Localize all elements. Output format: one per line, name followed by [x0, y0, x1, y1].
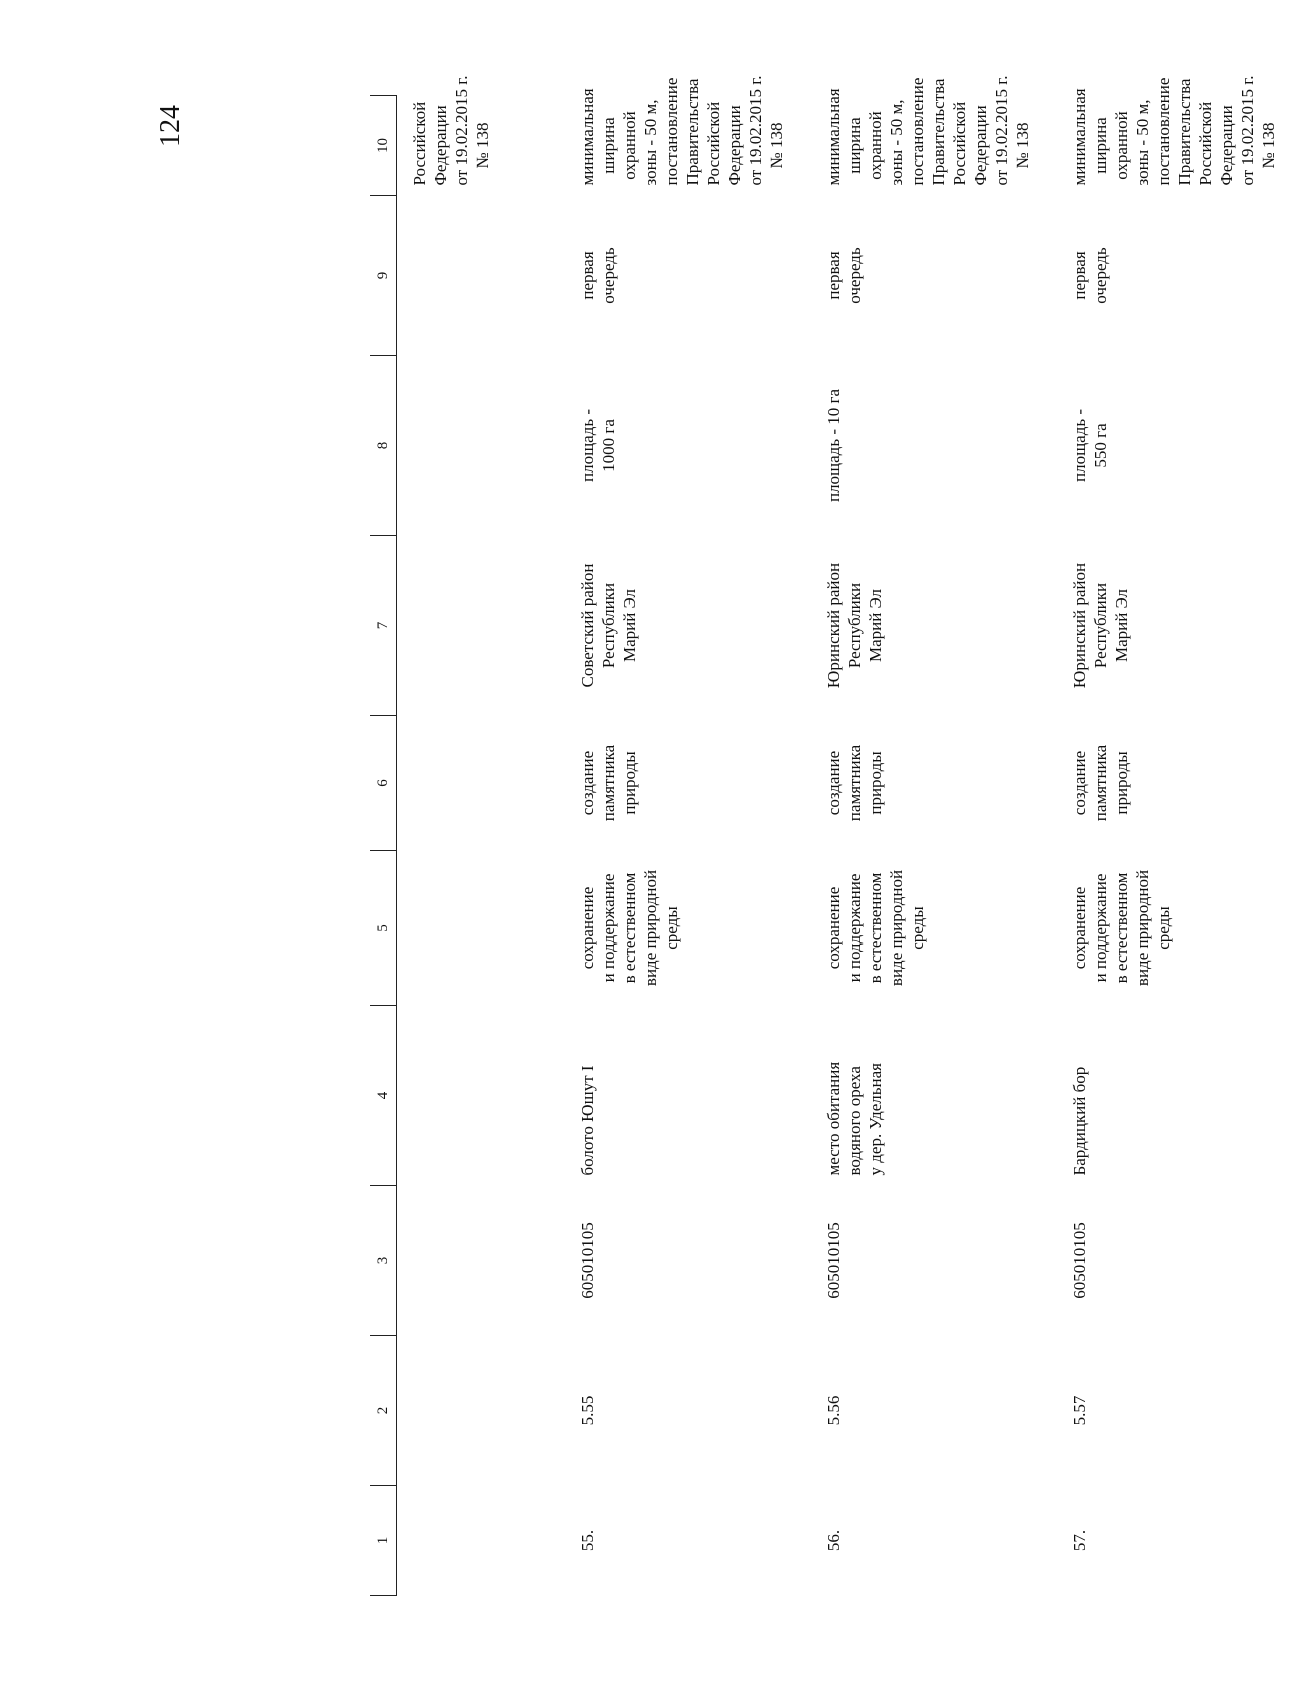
area-cell-line: 550 га: [1091, 423, 1110, 468]
column-number: 5: [370, 851, 397, 1006]
action-cell-line: природы: [1112, 751, 1131, 815]
area-cell: [1057, 356, 1303, 536]
action-cell: [565, 716, 811, 851]
purpose-cell-line: сохранение: [578, 886, 597, 970]
note-cell-line: постановление: [908, 77, 927, 186]
queue-cell: [1057, 196, 1303, 356]
note-cell-line: Российской: [410, 101, 429, 186]
location-cell-line: Марий Эл: [866, 588, 885, 663]
action-cell-line: природы: [620, 751, 639, 815]
rotated-table-wrapper: [370, 75, 1278, 1596]
note-cell-line: постановление: [662, 77, 681, 186]
queue-cell-line: первая: [1070, 251, 1089, 300]
column-number: 1: [370, 1486, 397, 1596]
column-number: 10: [370, 96, 397, 196]
note-cell-line: Федерации: [1217, 105, 1236, 186]
location-cell-line: Юринский район: [824, 562, 843, 689]
purpose-cell-line: виде природной: [641, 869, 660, 987]
name-cell-line: водяного ореха: [845, 1066, 864, 1176]
note-cell: [397, 75, 566, 196]
note-cell-line: Федерации: [431, 105, 450, 186]
okato-cell: 605010105: [1070, 1222, 1089, 1299]
empty-cell: [397, 1006, 566, 1186]
note-cell-line: от 19.02.2015 г.: [992, 75, 1011, 186]
note-cell-line: охранной: [1112, 111, 1131, 180]
note-cell-line: ширина: [599, 117, 618, 174]
queue-cell-line: первая: [824, 251, 843, 300]
area-cell-line: площадь - 10 га: [824, 388, 843, 503]
okato-cell: 605010105: [578, 1222, 597, 1299]
action-cell-line: создание: [578, 750, 597, 816]
purpose-cell-line: и поддержание: [845, 873, 864, 983]
note-cell-line: от 19.02.2015 г.: [452, 75, 471, 186]
note-cell-line: № 138: [767, 122, 786, 169]
code-cell: 5.57: [1070, 1395, 1089, 1426]
empty-cell: [397, 1336, 566, 1486]
column-number-row: [370, 96, 397, 1596]
purpose-cell: [1057, 851, 1303, 1006]
location-cell-line: Марий Эл: [1112, 588, 1131, 663]
location-cell: [1057, 536, 1303, 716]
code-cell: 5.55: [578, 1395, 597, 1426]
note-cell-line: Правительства: [1175, 78, 1194, 186]
purpose-cell-line: среды: [908, 906, 927, 950]
page-number: 124: [155, 105, 186, 147]
queue-cell: [811, 196, 1057, 356]
note-cell-line: Правительства: [929, 78, 948, 186]
action-cell-line: создание: [1070, 750, 1089, 816]
note-cell-line: от 19.02.2015 г.: [1238, 75, 1257, 186]
purpose-cell-line: и поддержание: [1091, 873, 1110, 983]
location-cell: [811, 536, 1057, 716]
note-cell-line: минимальная: [578, 88, 597, 186]
column-number: 7: [370, 536, 397, 716]
note-cell-line: Федерации: [971, 105, 990, 186]
empty-cell: [397, 1486, 566, 1596]
note-cell-line: минимальная: [1070, 88, 1089, 186]
purpose-cell-line: в естественном: [1112, 872, 1131, 984]
note-cell-line: зоны - 50 м,: [887, 99, 906, 186]
purpose-cell-line: сохранение: [824, 886, 843, 970]
column-number: 3: [370, 1186, 397, 1336]
purpose-cell-line: виде природной: [887, 869, 906, 987]
purpose-cell-line: в естественном: [866, 872, 885, 984]
location-cell: [565, 536, 811, 716]
purpose-cell: [811, 851, 1057, 1006]
action-cell-line: памятника: [845, 744, 864, 822]
note-cell-line: Российской: [950, 101, 969, 186]
note-cell-line: минимальная: [824, 88, 843, 186]
name-cell-line: у дер. Удельная: [866, 1063, 885, 1176]
note-cell-line: зоны - 50 м,: [641, 99, 660, 186]
note-cell-line: охранной: [866, 111, 885, 180]
action-cell-line: природы: [866, 751, 885, 815]
note-cell-line: Федерации: [725, 105, 744, 186]
location-cell-line: Республики: [845, 582, 864, 669]
empty-cell: [397, 1186, 566, 1336]
action-cell-line: памятника: [599, 744, 618, 822]
purpose-cell-line: в естественном: [620, 872, 639, 984]
table-row: [811, 96, 1057, 1596]
note-cell-line: Правительства: [683, 78, 702, 186]
purpose-cell-line: виде природной: [1133, 869, 1152, 987]
queue-cell-line: очередь: [845, 247, 864, 304]
table-row: [565, 96, 811, 1596]
note-cell-line: № 138: [1013, 122, 1032, 169]
note-cell-line: постановление: [1154, 77, 1173, 186]
note-cell-line: ширина: [1091, 117, 1110, 174]
register-table: [370, 75, 1303, 1596]
area-cell-line: площадь -: [1070, 408, 1089, 483]
empty-cell: [397, 851, 566, 1006]
name-cell: [1057, 1006, 1303, 1186]
area-cell-line: 1000 га: [599, 419, 618, 472]
action-cell: [1057, 716, 1303, 851]
row-number-cell: 56.: [824, 1529, 843, 1552]
row-number-cell: 57.: [1070, 1529, 1089, 1552]
note-cell-line: № 138: [1259, 122, 1278, 169]
action-cell-line: создание: [824, 750, 843, 816]
action-cell-line: памятника: [1091, 744, 1110, 822]
purpose-cell: [565, 851, 811, 1006]
note-cell-line: № 138: [473, 122, 492, 169]
area-cell-line: площадь -: [578, 408, 597, 483]
purpose-cell-line: среды: [1154, 906, 1173, 950]
queue-cell-line: очередь: [1091, 247, 1110, 304]
purpose-cell-line: сохранение: [1070, 886, 1089, 970]
location-cell-line: Марий Эл: [620, 588, 639, 663]
empty-cell: [397, 196, 566, 356]
name-cell-line: Бардицкий бор: [1070, 1066, 1089, 1176]
note-cell-line: охранной: [620, 111, 639, 180]
name-cell-line: место обитания: [824, 1061, 843, 1176]
code-cell: 5.56: [824, 1395, 843, 1426]
column-number: 6: [370, 716, 397, 851]
location-cell-line: Республики: [599, 582, 618, 669]
name-cell-line: болото Юшут I: [578, 1065, 597, 1176]
note-cell: [565, 75, 811, 196]
area-cell: [811, 356, 1057, 536]
note-cell: [1057, 75, 1303, 196]
queue-cell: [565, 196, 811, 356]
note-cell-line: Российской: [1196, 101, 1215, 186]
column-number: 9: [370, 196, 397, 356]
continuation-row: [397, 96, 566, 1596]
queue-cell-line: очередь: [599, 247, 618, 304]
note-cell: [811, 75, 1057, 196]
queue-cell-line: первая: [578, 251, 597, 300]
table-row: [1057, 96, 1303, 1596]
column-number: 4: [370, 1006, 397, 1186]
row-number-cell: 55.: [578, 1529, 597, 1552]
name-cell: [811, 1006, 1057, 1186]
empty-cell: [397, 356, 566, 536]
column-number: 8: [370, 356, 397, 536]
location-cell-line: Юринский район: [1070, 562, 1089, 689]
empty-cell: [397, 536, 566, 716]
note-cell-line: зоны - 50 м,: [1133, 99, 1152, 186]
okato-cell: 605010105: [824, 1222, 843, 1299]
location-cell-line: Советский район: [578, 563, 597, 688]
note-cell-line: Российской: [704, 101, 723, 186]
column-number: 2: [370, 1336, 397, 1486]
purpose-cell-line: среды: [662, 906, 681, 950]
note-cell-line: ширина: [845, 117, 864, 174]
purpose-cell-line: и поддержание: [599, 873, 618, 983]
action-cell: [811, 716, 1057, 851]
name-cell: [565, 1006, 811, 1186]
location-cell-line: Республики: [1091, 582, 1110, 669]
note-cell-line: от 19.02.2015 г.: [746, 75, 765, 186]
area-cell: [565, 356, 811, 536]
empty-cell: [397, 716, 566, 851]
